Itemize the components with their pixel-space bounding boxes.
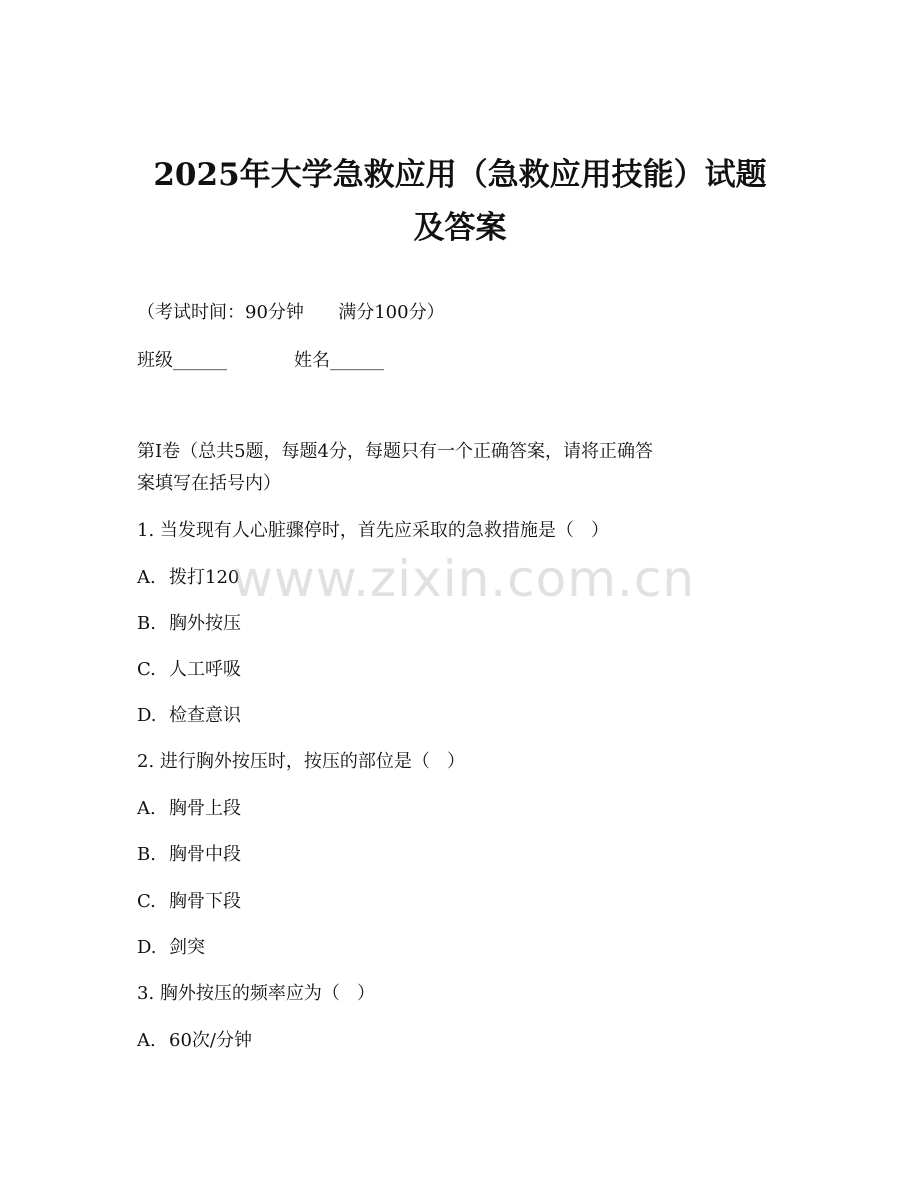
question-3-option-a (137, 1032, 252, 1050)
option-label: A. (137, 1030, 156, 1051)
exam-info: （考试时间：90分钟 满分100分） (137, 302, 445, 323)
question-1-option-d (137, 707, 241, 725)
section-header-line-1: 第I卷（总共5题，每题4分，每题只有一个正确答案，请将正确答 (137, 441, 654, 462)
option-text: 胸骨中段 (169, 844, 241, 865)
document-title-line-1: 2025年大学急救应用（急救应用技能）试题 (153, 157, 767, 193)
question-2-stem: 2. 进行胸外按压时，按压的部位是（ ） (137, 751, 466, 772)
question-1-option-a (137, 569, 239, 587)
name-field: 姓名______ (294, 350, 384, 371)
class-field: 班级______ (137, 350, 227, 371)
question-2-option-d (137, 939, 205, 957)
option-label: D. (137, 705, 157, 726)
option-label: B. (137, 844, 156, 865)
question-1-option-c (137, 661, 241, 679)
question-1-stem: 1. 当发现有人心脏骤停时，首先应采取的急救措施是（ ） (137, 520, 610, 541)
option-label: C. (137, 891, 156, 912)
option-text: 胸骨上段 (169, 798, 241, 819)
option-label: B. (137, 613, 156, 634)
option-label: C. (137, 659, 156, 680)
section-header-line-2: 案填写在括号内） (137, 473, 281, 494)
option-text: 60次/分钟 (169, 1030, 252, 1051)
question-2-option-c (137, 893, 241, 911)
question-1-option-b (137, 615, 241, 633)
option-text: 胸骨下段 (169, 891, 241, 912)
option-label: A. (137, 567, 156, 588)
option-text: 检查意识 (169, 705, 241, 726)
option-label: D. (137, 937, 157, 958)
question-2-option-a (137, 800, 241, 818)
question-3-stem: 3. 胸外按压的频率应为（ ） (137, 983, 376, 1004)
option-text: 剑突 (169, 937, 205, 958)
watermark: www.zixin.com.cn (232, 550, 696, 608)
option-label: A. (137, 798, 156, 819)
option-text: 人工呼吸 (169, 659, 241, 680)
document-title-line-2: 及答案 (413, 210, 507, 246)
option-text: 拨打120 (169, 567, 240, 588)
option-text: 胸外按压 (169, 613, 241, 634)
question-2-option-b (137, 846, 241, 864)
